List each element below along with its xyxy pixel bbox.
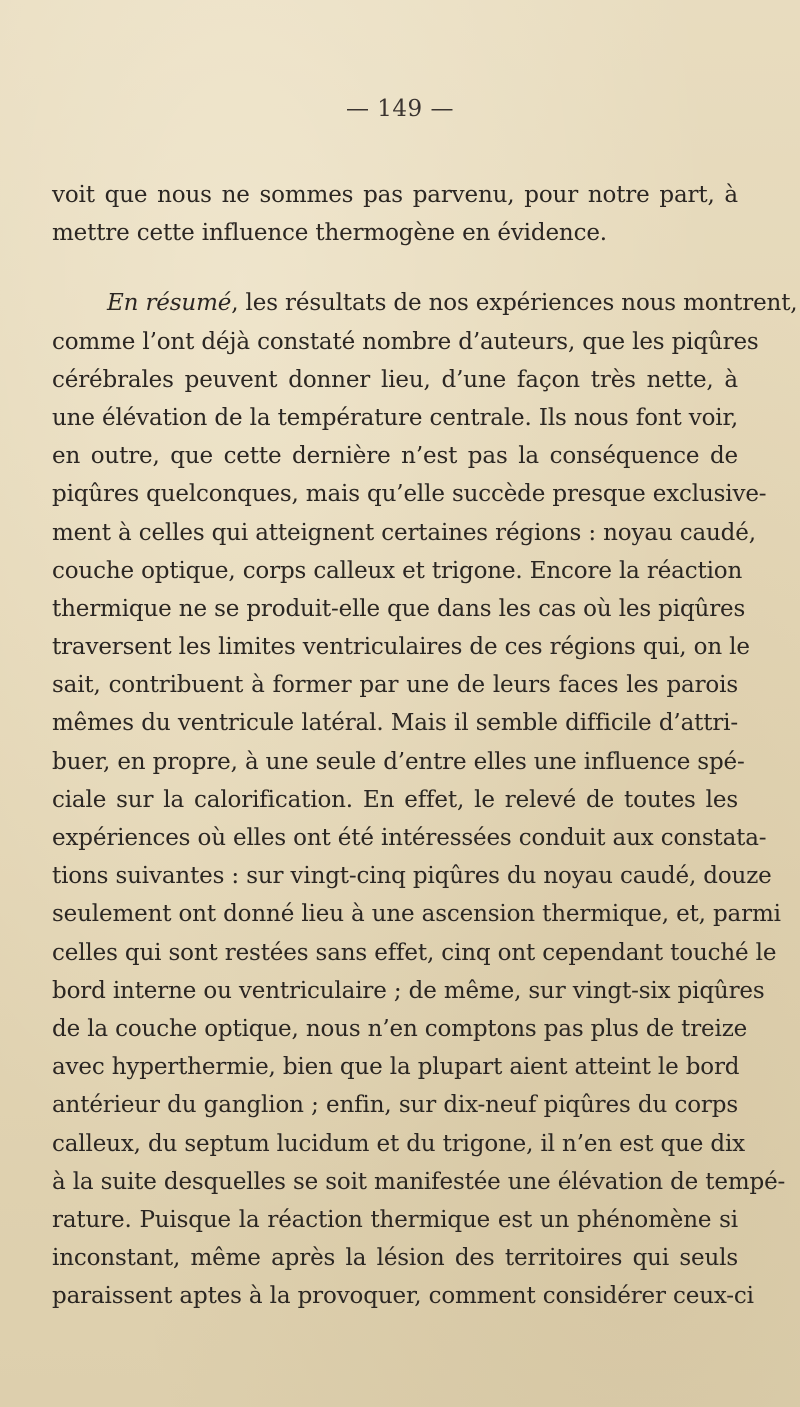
text-line: paraissent aptes à la provoquer, comment considérer ceux-ci [52, 1283, 754, 1310]
text-line: ment à celles qui atteignent certaines régions : noyau caudé, [52, 519, 756, 546]
text-line: avec hyperthermie, bien que la plupart aient atteint le bord [52, 1054, 740, 1081]
text-line: traversent les limites ventriculaires de ces régions qui, on le [52, 634, 750, 661]
text-line: une élévation de la température centrale. Ils nous font voir, [52, 404, 738, 431]
text-line: rature. Puisque la réaction thermique est un phénomène si [52, 1206, 738, 1233]
text-line: à la suite desquelles se soit manifestée une élévation de tempé- [52, 1168, 786, 1195]
paragraph-1 [52, 176, 738, 252]
text-line: comme l’ont déjà constaté nombre d’auteurs, que les piqûres [52, 328, 759, 355]
text-line: mêmes du ventricule latéral. Mais il semble difficile d’attri- [52, 710, 738, 737]
text-line: inconstant, même après la lésion des territoires qui seuls [52, 1245, 738, 1272]
text-line: calleux, du septum lucidum et du trigone, il n’en est que dix [52, 1130, 745, 1157]
text-line: en outre, que cette dernière n’est pas la conséquence de [52, 443, 738, 470]
text-line: cérébrales peuvent donner lieu, d’une façon très nette, à [52, 366, 738, 393]
text-line: buer, en propre, à une seule d’entre elles une influence spé- [52, 748, 745, 775]
page-number: — 149 — [345, 96, 455, 122]
text-line: ciale sur la calorification. En effet, le relevé de toutes les [52, 786, 738, 813]
paragraph-2 [52, 284, 798, 1315]
text-line: couche optique, corps calleux et trigone. Encore la réaction [52, 557, 743, 584]
paragraph-gap [52, 252, 738, 284]
text-line: expériences où elles ont été intéressées conduit aux constata- [52, 825, 767, 851]
text-line: voit que nous ne sommes pas parvenu, pour notre part, à [52, 182, 738, 208]
lead-italic-phrase: En résumé [107, 290, 232, 317]
text-line: de la couche optique, nous n’en comptons pas plus de treize [52, 1015, 748, 1042]
text-line: antérieur du ganglion ; enfin, sur dix-neuf piqûres du corps [52, 1092, 738, 1119]
lead-rest: , les résultats de nos expériences nous montrent, [231, 290, 798, 317]
body-text [52, 176, 798, 1315]
text-line-lead [52, 284, 798, 322]
text-line: mettre cette influence thermogène en évidence. [52, 220, 607, 247]
text-line: celles qui sont restées sans effet, cinq ont cependant touché le [52, 939, 777, 966]
text-line: tions suivantes : sur vingt-cinq piqûres du noyau caudé, douze [52, 863, 772, 890]
text-line: sait, contribuent à former par une de leurs faces les parois [52, 672, 738, 699]
text-line: piqûres quelconques, mais qu’elle succède presque exclusive- [52, 481, 767, 508]
text-line: bord interne ou ventriculaire ; de même, sur vingt-six piqûres [52, 977, 765, 1004]
text-line: thermique ne se produit-elle que dans les cas où les piqûres [52, 595, 746, 622]
text-line: seulement ont donné lieu à une ascension thermique, et, parmi [52, 901, 781, 928]
